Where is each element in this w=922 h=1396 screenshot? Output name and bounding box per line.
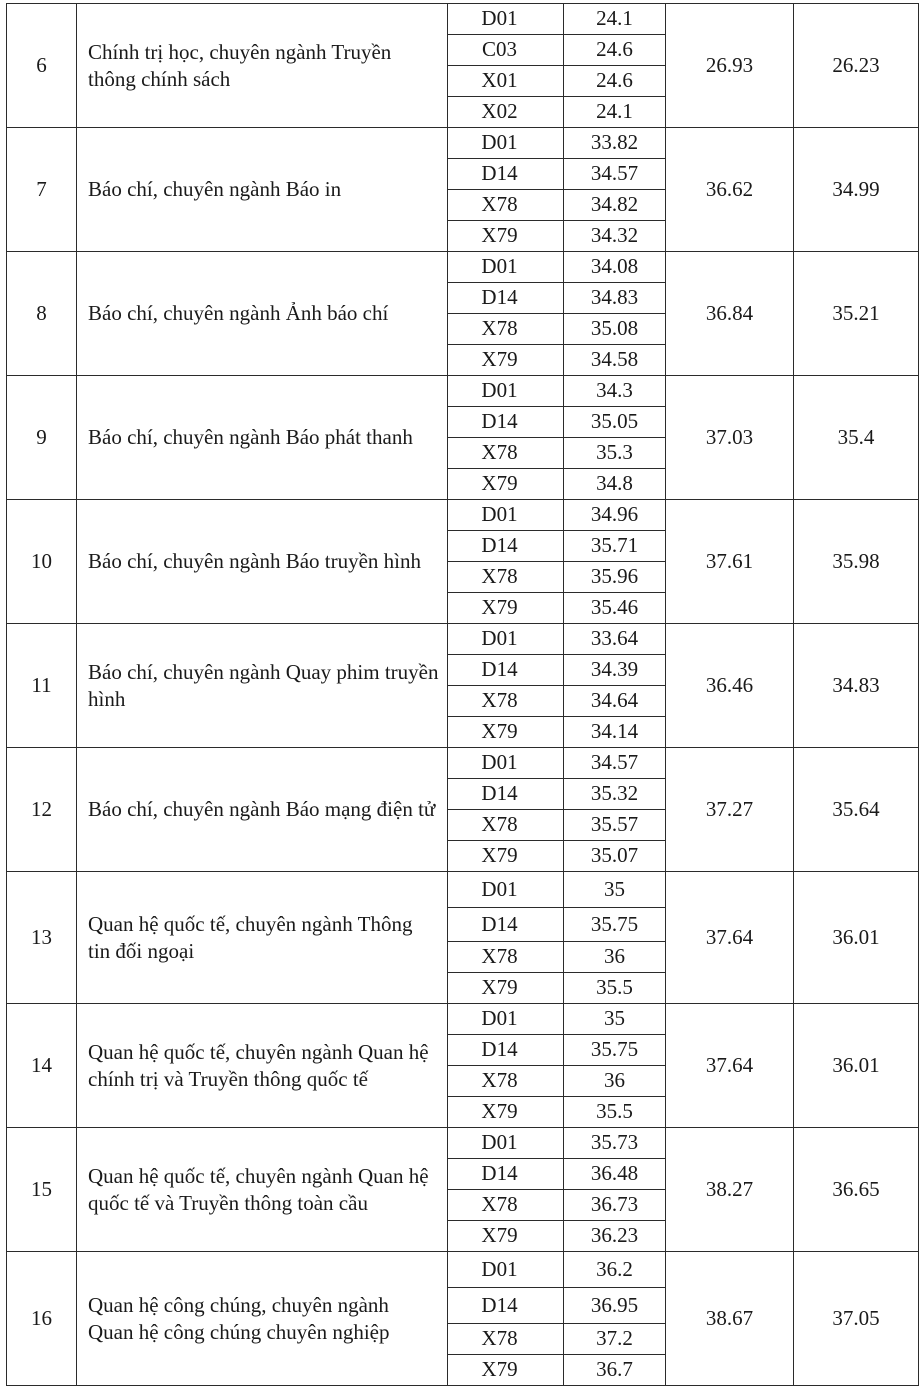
row-index: 14 [7,1004,77,1128]
table-row [7,748,919,779]
combination-score: 35.05 [564,407,666,438]
benchmark-score-a: 37.03 [666,376,794,500]
table-row [7,128,919,159]
major-name: Báo chí, chuyên ngành Báo truyền hình [77,500,448,624]
benchmark-score-b: 26.23 [794,4,919,128]
combination-score: 35.08 [564,314,666,345]
table-row [7,624,919,655]
combination-score: 35.96 [564,562,666,593]
benchmark-score-a: 26.93 [666,4,794,128]
combination-score: 36.73 [564,1190,666,1221]
row-index: 7 [7,128,77,252]
subject-combination-code: D14 [448,1159,564,1190]
subject-combination-code: D01 [448,1252,564,1288]
major-name: Báo chí, chuyên ngành Ảnh báo chí [77,252,448,376]
subject-combination-code: X79 [448,469,564,500]
subject-combination-code: X78 [448,190,564,221]
subject-combination-code: D01 [448,4,564,35]
combination-score: 34.14 [564,717,666,748]
table-row [7,4,919,35]
combination-score: 24.1 [564,97,666,128]
major-name: Quan hệ quốc tế, chuyên ngành Thông tin đối ngoại [77,872,448,1004]
benchmark-score-b: 36.65 [794,1128,919,1252]
subject-combination-code: X78 [448,562,564,593]
subject-combination-code: X78 [448,1324,564,1355]
subject-combination-code: X78 [448,942,564,973]
benchmark-score-b: 35.64 [794,748,919,872]
subject-combination-code: D14 [448,779,564,810]
subject-combination-code: X79 [448,841,564,872]
admission-scores-table [6,3,919,1386]
combination-score: 35.57 [564,810,666,841]
benchmark-score-b: 35.21 [794,252,919,376]
subject-combination-code: D01 [448,376,564,407]
major-name: Quan hệ quốc tế, chuyên ngành Quan hệ quốc tế và Truyền thông toàn cầu [77,1128,448,1252]
combination-score: 34.82 [564,190,666,221]
benchmark-score-b: 35.4 [794,376,919,500]
subject-combination-code: X78 [448,1190,564,1221]
combination-score: 36.2 [564,1252,666,1288]
row-index: 11 [7,624,77,748]
benchmark-score-a: 37.64 [666,1004,794,1128]
subject-combination-code: D14 [448,283,564,314]
subject-combination-code: X79 [448,345,564,376]
combination-score: 33.82 [564,128,666,159]
combination-score: 34.08 [564,252,666,283]
subject-combination-code: X78 [448,810,564,841]
subject-combination-code: D01 [448,128,564,159]
major-name: Báo chí, chuyên ngành Quay phim truyền hình [77,624,448,748]
benchmark-score-b: 36.01 [794,1004,919,1128]
combination-score: 35.75 [564,1035,666,1066]
combination-score: 35.75 [564,908,666,942]
subject-combination-code: C03 [448,35,564,66]
combination-score: 36.95 [564,1288,666,1324]
subject-combination-code: X79 [448,1221,564,1252]
combination-score: 34.8 [564,469,666,500]
combination-score: 35.71 [564,531,666,562]
subject-combination-code: X01 [448,66,564,97]
row-index: 8 [7,252,77,376]
combination-score: 24.6 [564,35,666,66]
table-row [7,1252,919,1288]
subject-combination-code: X79 [448,1355,564,1386]
subject-combination-code: X78 [448,686,564,717]
combination-score: 34.57 [564,159,666,190]
combination-score: 34.3 [564,376,666,407]
combination-score: 34.64 [564,686,666,717]
subject-combination-code: D14 [448,407,564,438]
subject-combination-code: D01 [448,748,564,779]
table-row [7,252,919,283]
subject-combination-code: D14 [448,908,564,942]
combination-score: 24.1 [564,4,666,35]
benchmark-score-b: 36.01 [794,872,919,1004]
combination-score: 34.32 [564,221,666,252]
combination-score: 36 [564,942,666,973]
table-row [7,500,919,531]
major-name: Quan hệ quốc tế, chuyên ngành Quan hệ chính trị và Truyền thông quốc tế [77,1004,448,1128]
benchmark-score-a: 36.46 [666,624,794,748]
benchmark-score-b: 35.98 [794,500,919,624]
benchmark-score-a: 37.61 [666,500,794,624]
major-name: Chính trị học, chuyên ngành Truyền thông chính sách [77,4,448,128]
combination-score: 34.58 [564,345,666,376]
table-row [7,1128,919,1159]
benchmark-score-a: 38.67 [666,1252,794,1386]
row-index: 15 [7,1128,77,1252]
subject-combination-code: X79 [448,221,564,252]
subject-combination-code: X78 [448,1066,564,1097]
subject-combination-code: X78 [448,314,564,345]
subject-combination-code: D14 [448,531,564,562]
combination-score: 35.5 [564,1097,666,1128]
combination-score: 35.32 [564,779,666,810]
benchmark-score-a: 38.27 [666,1128,794,1252]
subject-combination-code: D01 [448,252,564,283]
benchmark-score-b: 34.99 [794,128,919,252]
subject-combination-code: X79 [448,973,564,1004]
table-body [7,4,919,1386]
combination-score: 35.73 [564,1128,666,1159]
subject-combination-code: X79 [448,1097,564,1128]
admission-scores-table-container [6,3,919,1386]
major-name: Quan hệ công chúng, chuyên ngành Quan hệ công chúng chuyên nghiệp [77,1252,448,1386]
benchmark-score-a: 37.27 [666,748,794,872]
combination-score: 36.23 [564,1221,666,1252]
row-index: 13 [7,872,77,1004]
combination-score: 35.3 [564,438,666,469]
subject-combination-code: D01 [448,624,564,655]
combination-score: 35.46 [564,593,666,624]
table-row [7,872,919,908]
combination-score: 34.57 [564,748,666,779]
table-row [7,1004,919,1035]
row-index: 6 [7,4,77,128]
benchmark-score-b: 37.05 [794,1252,919,1386]
combination-score: 34.83 [564,283,666,314]
combination-score: 36 [564,1066,666,1097]
major-name: Báo chí, chuyên ngành Báo in [77,128,448,252]
subject-combination-code: X78 [448,438,564,469]
combination-score: 36.7 [564,1355,666,1386]
combination-score: 24.6 [564,66,666,97]
row-index: 10 [7,500,77,624]
combination-score: 35 [564,1004,666,1035]
subject-combination-code: D14 [448,159,564,190]
combination-score: 36.48 [564,1159,666,1190]
row-index: 16 [7,1252,77,1386]
subject-combination-code: D01 [448,1004,564,1035]
major-name: Báo chí, chuyên ngành Báo phát thanh [77,376,448,500]
subject-combination-code: D14 [448,655,564,686]
combination-score: 34.39 [564,655,666,686]
combination-score: 33.64 [564,624,666,655]
combination-score: 37.2 [564,1324,666,1355]
subject-combination-code: X79 [448,593,564,624]
subject-combination-code: D01 [448,500,564,531]
subject-combination-code: X02 [448,97,564,128]
benchmark-score-a: 37.64 [666,872,794,1004]
subject-combination-code: X79 [448,717,564,748]
combination-score: 35.5 [564,973,666,1004]
subject-combination-code: D14 [448,1035,564,1066]
combination-score: 35.07 [564,841,666,872]
major-name: Báo chí, chuyên ngành Báo mạng điện tử [77,748,448,872]
benchmark-score-a: 36.62 [666,128,794,252]
subject-combination-code: D01 [448,872,564,908]
benchmark-score-b: 34.83 [794,624,919,748]
combination-score: 35 [564,872,666,908]
subject-combination-code: D01 [448,1128,564,1159]
benchmark-score-a: 36.84 [666,252,794,376]
table-row [7,376,919,407]
subject-combination-code: D14 [448,1288,564,1324]
row-index: 9 [7,376,77,500]
combination-score: 34.96 [564,500,666,531]
row-index: 12 [7,748,77,872]
